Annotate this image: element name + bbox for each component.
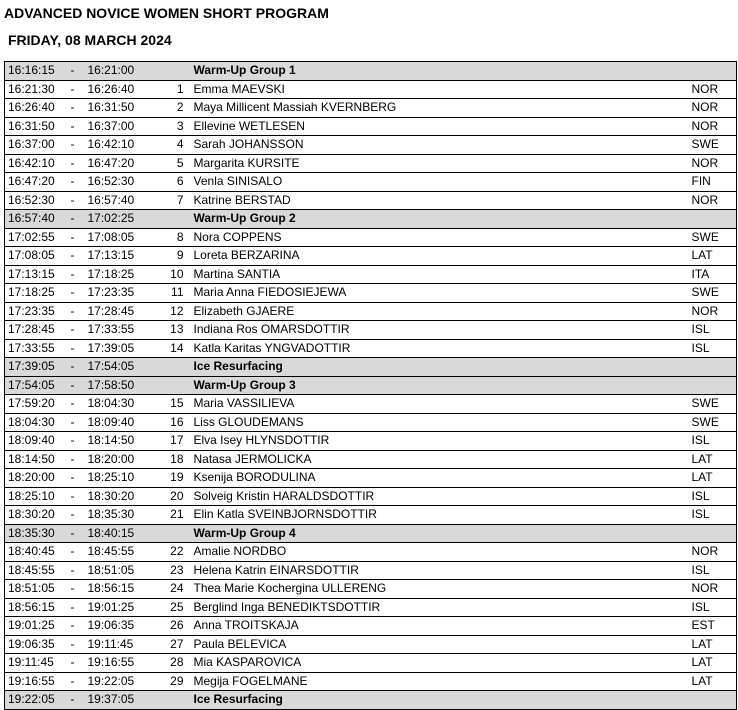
start-number: 8 <box>144 228 186 247</box>
skater-name: Indiana Ros OMARSDOTTIR <box>186 321 688 340</box>
start-time: 18:40:45 <box>5 543 62 562</box>
start-number: 3 <box>144 117 186 136</box>
start-time: 19:22:05 <box>5 691 62 710</box>
nation-code: SWE <box>688 284 737 303</box>
start-time: 18:04:30 <box>5 413 62 432</box>
end-time: 17:23:35 <box>84 284 144 303</box>
schedule-group-row <box>5 358 737 377</box>
time-separator: - <box>62 302 84 321</box>
time-separator: - <box>62 228 84 247</box>
time-separator: - <box>62 376 84 395</box>
schedule-body <box>5 62 737 710</box>
schedule-group-row <box>5 524 737 543</box>
start-number: 13 <box>144 321 186 340</box>
end-time: 18:40:15 <box>84 524 144 543</box>
nation-code: NOR <box>688 580 737 599</box>
schedule-table <box>4 61 737 710</box>
start-time: 18:25:10 <box>5 487 62 506</box>
start-time: 18:45:55 <box>5 561 62 580</box>
start-time: 16:31:50 <box>5 117 62 136</box>
nation-code <box>688 376 737 395</box>
skater-name: Helena Katrin EINARSDOTTIR <box>186 561 688 580</box>
end-time: 18:09:40 <box>84 413 144 432</box>
nation-code: NOR <box>688 191 737 210</box>
skater-name: Nora COPPENS <box>186 228 688 247</box>
schedule-group-row <box>5 62 737 81</box>
end-time: 16:26:40 <box>84 80 144 99</box>
start-time: 16:47:20 <box>5 173 62 192</box>
end-time: 16:42:10 <box>84 136 144 155</box>
nation-code: NOR <box>688 117 737 136</box>
end-time: 17:08:05 <box>84 228 144 247</box>
schedule-row <box>5 339 737 358</box>
start-time: 16:37:00 <box>5 136 62 155</box>
start-number <box>144 210 186 229</box>
end-time: 17:18:25 <box>84 265 144 284</box>
schedule-row <box>5 395 737 414</box>
time-separator: - <box>62 617 84 636</box>
skater-name: Solveig Kristin HARALDSDOTTIR <box>186 487 688 506</box>
nation-code: LAT <box>688 247 737 266</box>
nation-code <box>688 358 737 377</box>
nation-code: ISL <box>688 598 737 617</box>
start-time: 19:06:35 <box>5 635 62 654</box>
nation-code: ISL <box>688 321 737 340</box>
schedule-row <box>5 136 737 155</box>
schedule-row <box>5 654 737 673</box>
schedule-row <box>5 247 737 266</box>
group-label: Ice Resurfacing <box>186 691 688 710</box>
start-number: 14 <box>144 339 186 358</box>
start-number: 28 <box>144 654 186 673</box>
start-time: 16:21:30 <box>5 80 62 99</box>
skater-name: Mia KASPAROVICA <box>186 654 688 673</box>
nation-code: LAT <box>688 450 737 469</box>
nation-code: ISL <box>688 506 737 525</box>
start-time: 19:16:55 <box>5 672 62 691</box>
skater-name: Katla Karitas YNGVADOTTIR <box>186 339 688 358</box>
nation-code <box>688 524 737 543</box>
start-number: 12 <box>144 302 186 321</box>
start-time: 17:02:55 <box>5 228 62 247</box>
time-separator: - <box>62 561 84 580</box>
schedule-row <box>5 598 737 617</box>
group-label: Warm-Up Group 3 <box>186 376 688 395</box>
end-time: 18:35:30 <box>84 506 144 525</box>
start-number <box>144 376 186 395</box>
start-number: 16 <box>144 413 186 432</box>
skater-name: Martina SANTIA <box>186 265 688 284</box>
nation-code: ISL <box>688 487 737 506</box>
start-number <box>144 358 186 377</box>
schedule-row <box>5 284 737 303</box>
start-time: 18:51:05 <box>5 580 62 599</box>
time-separator: - <box>62 284 84 303</box>
start-number: 10 <box>144 265 186 284</box>
schedule-row <box>5 265 737 284</box>
nation-code: LAT <box>688 469 737 488</box>
start-number: 22 <box>144 543 186 562</box>
start-time: 18:20:00 <box>5 469 62 488</box>
nation-code: SWE <box>688 228 737 247</box>
start-number: 26 <box>144 617 186 636</box>
schedule-row <box>5 635 737 654</box>
nation-code: NOR <box>688 302 737 321</box>
schedule-row <box>5 154 737 173</box>
end-time: 19:06:35 <box>84 617 144 636</box>
time-separator: - <box>62 691 84 710</box>
skater-name: Elizabeth GJAERE <box>186 302 688 321</box>
end-time: 16:21:00 <box>84 62 144 81</box>
start-number: 23 <box>144 561 186 580</box>
skater-name: Sarah JOHANSSON <box>186 136 688 155</box>
end-time: 18:14:50 <box>84 432 144 451</box>
start-number: 21 <box>144 506 186 525</box>
schedule-row <box>5 321 737 340</box>
time-separator: - <box>62 487 84 506</box>
start-number: 7 <box>144 191 186 210</box>
time-separator: - <box>62 154 84 173</box>
end-time: 19:37:05 <box>84 691 144 710</box>
time-separator: - <box>62 321 84 340</box>
schedule-group-row <box>5 691 737 710</box>
skater-name: Ellevine WETLESEN <box>186 117 688 136</box>
start-number: 9 <box>144 247 186 266</box>
start-time: 17:54:05 <box>5 376 62 395</box>
skater-name: Loreta BERZARINA <box>186 247 688 266</box>
nation-code: NOR <box>688 99 737 118</box>
start-number: 6 <box>144 173 186 192</box>
skater-name: Amalie NORDBO <box>186 543 688 562</box>
schedule-row <box>5 413 737 432</box>
schedule-row <box>5 228 737 247</box>
time-separator: - <box>62 432 84 451</box>
end-time: 18:45:55 <box>84 543 144 562</box>
time-separator: - <box>62 80 84 99</box>
start-number: 17 <box>144 432 186 451</box>
end-time: 18:25:10 <box>84 469 144 488</box>
start-time: 17:33:55 <box>5 339 62 358</box>
start-number <box>144 62 186 81</box>
schedule-row <box>5 487 737 506</box>
start-time: 16:52:30 <box>5 191 62 210</box>
start-number: 15 <box>144 395 186 414</box>
start-time: 18:56:15 <box>5 598 62 617</box>
time-separator: - <box>62 395 84 414</box>
schedule-row <box>5 561 737 580</box>
schedule-row <box>5 302 737 321</box>
skater-name: Anna TROITSKAJA <box>186 617 688 636</box>
skater-name: Maria VASSILIEVA <box>186 395 688 414</box>
end-time: 16:47:20 <box>84 154 144 173</box>
start-number: 2 <box>144 99 186 118</box>
schedule-row <box>5 672 737 691</box>
skater-name: Venla SINISALO <box>186 173 688 192</box>
end-time: 18:51:05 <box>84 561 144 580</box>
time-separator: - <box>62 339 84 358</box>
start-time: 18:09:40 <box>5 432 62 451</box>
group-label: Ice Resurfacing <box>186 358 688 377</box>
start-time: 18:14:50 <box>5 450 62 469</box>
end-time: 19:11:45 <box>84 635 144 654</box>
start-number: 27 <box>144 635 186 654</box>
start-time: 19:01:25 <box>5 617 62 636</box>
skater-name: Katrine BERSTAD <box>186 191 688 210</box>
start-time: 16:57:40 <box>5 210 62 229</box>
skater-name: Emma MAEVSKI <box>186 80 688 99</box>
end-time: 16:57:40 <box>84 191 144 210</box>
time-separator: - <box>62 580 84 599</box>
skater-name: Liss GLOUDEMANS <box>186 413 688 432</box>
start-time: 16:16:15 <box>5 62 62 81</box>
time-separator: - <box>62 265 84 284</box>
start-time: 17:23:35 <box>5 302 62 321</box>
nation-code <box>688 691 737 710</box>
start-time: 17:39:05 <box>5 358 62 377</box>
nation-code: SWE <box>688 413 737 432</box>
end-time: 17:13:15 <box>84 247 144 266</box>
nation-code: LAT <box>688 672 737 691</box>
start-time: 17:59:20 <box>5 395 62 414</box>
schedule-row <box>5 580 737 599</box>
schedule-row <box>5 469 737 488</box>
group-label: Warm-Up Group 2 <box>186 210 688 229</box>
skater-name: Maria Anna FIEDOSIEJEWA <box>186 284 688 303</box>
schedule-row <box>5 191 737 210</box>
nation-code: ITA <box>688 265 737 284</box>
event-date: FRIDAY, 08 MARCH 2024 <box>8 32 172 48</box>
end-time: 16:37:00 <box>84 117 144 136</box>
nation-code: LAT <box>688 635 737 654</box>
schedule-row <box>5 617 737 636</box>
schedule-row <box>5 506 737 525</box>
start-number: 1 <box>144 80 186 99</box>
nation-code: SWE <box>688 395 737 414</box>
end-time: 19:22:05 <box>84 672 144 691</box>
time-separator: - <box>62 672 84 691</box>
skater-name: Berglind Inga BENEDIKTSDOTTIR <box>186 598 688 617</box>
skater-name: Ksenija BORODULINA <box>186 469 688 488</box>
end-time: 18:04:30 <box>84 395 144 414</box>
time-separator: - <box>62 191 84 210</box>
nation-code: SWE <box>688 136 737 155</box>
nation-code: NOR <box>688 154 737 173</box>
time-separator: - <box>62 62 84 81</box>
schedule-group-row <box>5 210 737 229</box>
start-time: 19:11:45 <box>5 654 62 673</box>
time-separator: - <box>62 635 84 654</box>
nation-code: ISL <box>688 432 737 451</box>
start-time: 17:08:05 <box>5 247 62 266</box>
skater-name: Margarita KURSITE <box>186 154 688 173</box>
schedule-group-row <box>5 376 737 395</box>
skater-name: Maya Millicent Massiah KVERNBERG <box>186 99 688 118</box>
start-number: 29 <box>144 672 186 691</box>
time-separator: - <box>62 524 84 543</box>
schedule-row <box>5 80 737 99</box>
time-separator: - <box>62 99 84 118</box>
nation-code: ISL <box>688 339 737 358</box>
skater-name: Elin Katla SVEINBJORNSDOTTIR <box>186 506 688 525</box>
end-time: 17:58:50 <box>84 376 144 395</box>
skater-name: Megija FOGELMANE <box>186 672 688 691</box>
start-number: 19 <box>144 469 186 488</box>
nation-code: FIN <box>688 173 737 192</box>
page-title: ADVANCED NOVICE WOMEN SHORT PROGRAM <box>4 5 329 21</box>
schedule-row <box>5 117 737 136</box>
start-number <box>144 524 186 543</box>
end-time: 18:56:15 <box>84 580 144 599</box>
nation-code <box>688 62 737 81</box>
time-separator: - <box>62 413 84 432</box>
schedule-row <box>5 99 737 118</box>
start-time: 18:30:20 <box>5 506 62 525</box>
time-separator: - <box>62 543 84 562</box>
time-separator: - <box>62 598 84 617</box>
end-time: 17:54:05 <box>84 358 144 377</box>
end-time: 17:33:55 <box>84 321 144 340</box>
schedule-row <box>5 450 737 469</box>
start-number: 25 <box>144 598 186 617</box>
start-number: 11 <box>144 284 186 303</box>
nation-code: NOR <box>688 543 737 562</box>
time-separator: - <box>62 117 84 136</box>
nation-code: LAT <box>688 654 737 673</box>
start-number: 18 <box>144 450 186 469</box>
start-number: 4 <box>144 136 186 155</box>
end-time: 19:01:25 <box>84 598 144 617</box>
nation-code: ISL <box>688 561 737 580</box>
skater-name: Elva Isey HLYNSDOTTIR <box>186 432 688 451</box>
start-time: 17:13:15 <box>5 265 62 284</box>
group-label: Warm-Up Group 4 <box>186 524 688 543</box>
group-label: Warm-Up Group 1 <box>186 62 688 81</box>
end-time: 19:16:55 <box>84 654 144 673</box>
start-time: 18:35:30 <box>5 524 62 543</box>
schedule-row <box>5 543 737 562</box>
end-time: 16:31:50 <box>84 99 144 118</box>
start-time: 17:18:25 <box>5 284 62 303</box>
schedule-row <box>5 432 737 451</box>
skater-name: Thea Marie Kochergina ULLERENG <box>186 580 688 599</box>
time-separator: - <box>62 654 84 673</box>
start-number: 24 <box>144 580 186 599</box>
time-separator: - <box>62 450 84 469</box>
nation-code <box>688 210 737 229</box>
start-time: 16:26:40 <box>5 99 62 118</box>
end-time: 18:30:20 <box>84 487 144 506</box>
start-number: 5 <box>144 154 186 173</box>
end-time: 17:28:45 <box>84 302 144 321</box>
time-separator: - <box>62 506 84 525</box>
end-time: 17:02:25 <box>84 210 144 229</box>
time-separator: - <box>62 247 84 266</box>
skater-name: Natasa JERMOLICKA <box>186 450 688 469</box>
end-time: 16:52:30 <box>84 173 144 192</box>
nation-code: NOR <box>688 80 737 99</box>
start-number <box>144 691 186 710</box>
start-time: 17:28:45 <box>5 321 62 340</box>
time-separator: - <box>62 358 84 377</box>
time-separator: - <box>62 136 84 155</box>
schedule-row <box>5 173 737 192</box>
end-time: 17:39:05 <box>84 339 144 358</box>
time-separator: - <box>62 210 84 229</box>
time-separator: - <box>62 173 84 192</box>
end-time: 18:20:00 <box>84 450 144 469</box>
nation-code: EST <box>688 617 737 636</box>
time-separator: - <box>62 469 84 488</box>
start-time: 16:42:10 <box>5 154 62 173</box>
skater-name: Paula BELEVICA <box>186 635 688 654</box>
start-number: 20 <box>144 487 186 506</box>
